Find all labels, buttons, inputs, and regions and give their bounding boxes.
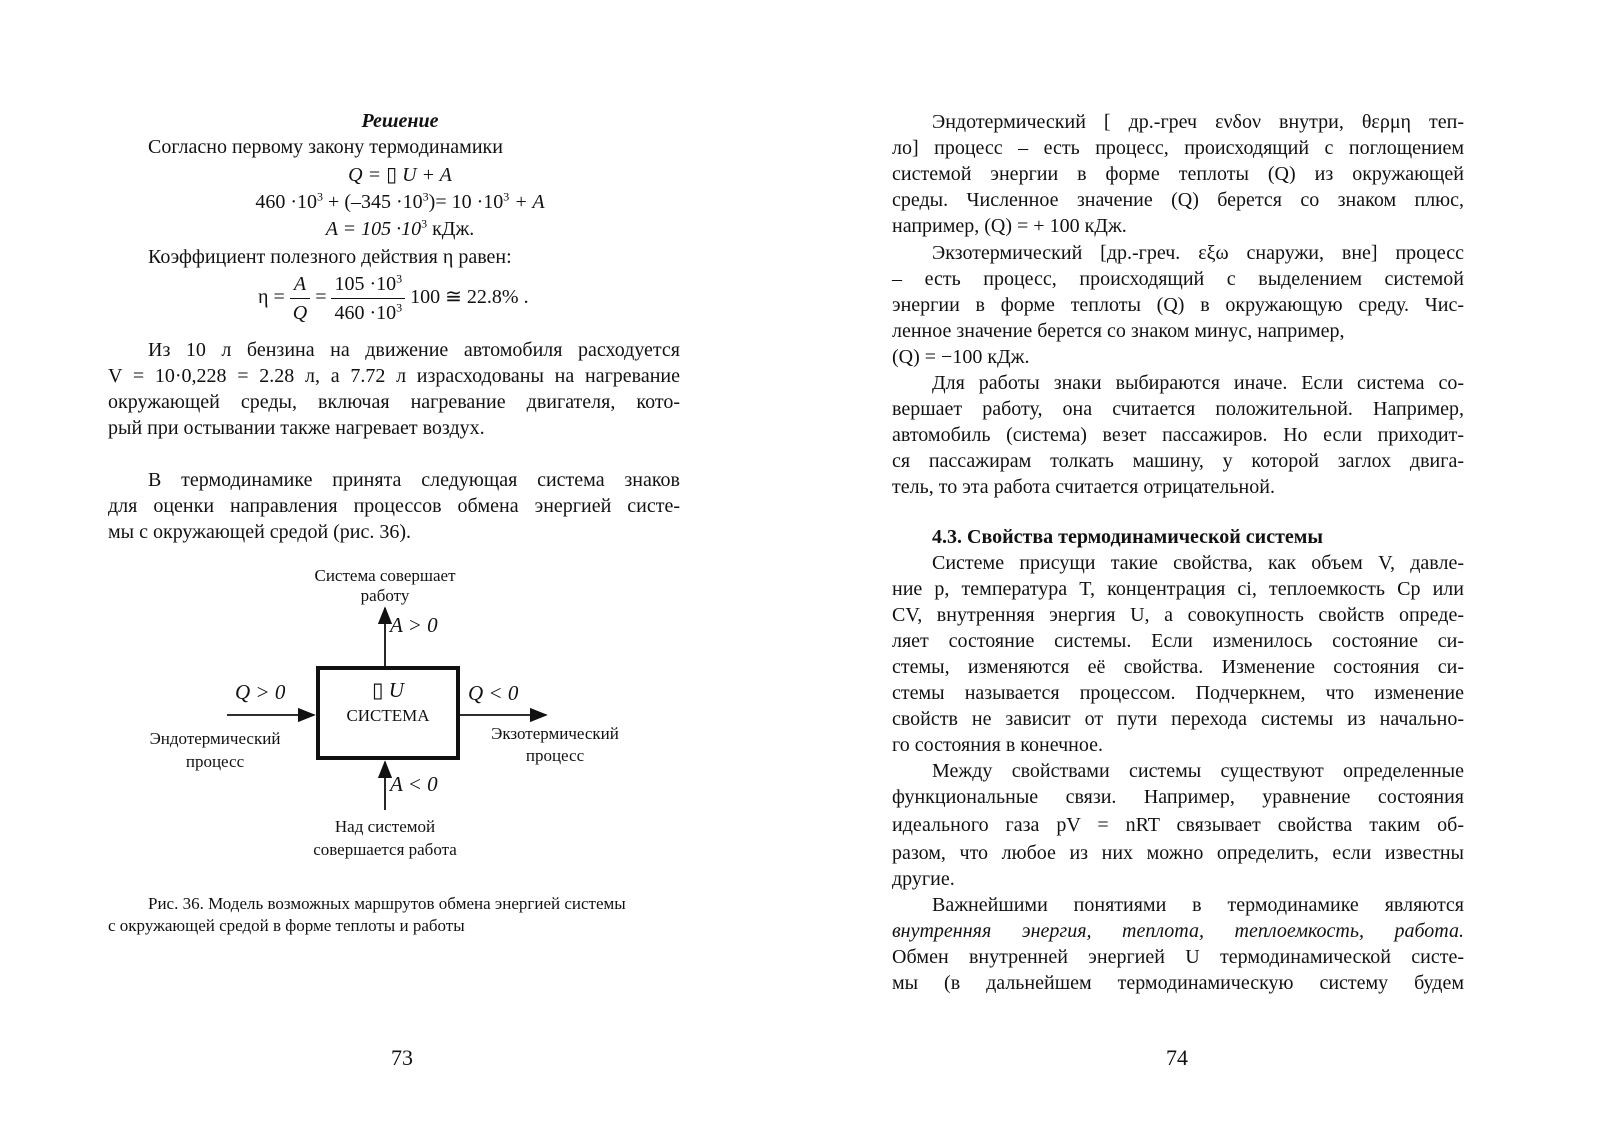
props-line: стемы называется процессом. Подчеркнем, что изменение bbox=[892, 682, 1464, 704]
exothermic-label: процесс bbox=[525, 746, 585, 765]
fraction-a-over-q: $\frac{A}{Q}$ bbox=[290, 272, 310, 325]
page-number: 74 bbox=[1166, 1045, 1188, 1070]
fraction-values: $\frac{105 \cdot 10^3}{460 \cdot 10^3}$ bbox=[331, 272, 405, 325]
box-system-label: СИСТЕМА bbox=[346, 706, 430, 725]
relations-line: другие. bbox=[892, 868, 955, 890]
props-line: стемы, изменяются её свойства. Изменение состояния си- bbox=[892, 656, 1464, 678]
work-line: вершает работу, она считается положительной. Например, bbox=[892, 398, 1464, 420]
heat-negative-label: Q < 0 bbox=[468, 681, 519, 705]
endothermic-label: процесс bbox=[185, 752, 245, 771]
relations-line: идеального газа pV = nRT связывает свойства таким об- bbox=[892, 814, 1464, 836]
exothermic-label: Экзотермический bbox=[491, 724, 619, 743]
efficiency-formula: η = $\frac{A}{Q}$ = $\frac{105 \cdot 10^3}{460 \cdot 10^3}$ 100 ≅ 22.8% . bbox=[258, 271, 529, 324]
work-line: автомобиль (система) везет пассажиров. Но если приходит- bbox=[892, 424, 1464, 446]
section-title: 4.3. Свойства термодинамической системы bbox=[932, 526, 1324, 548]
exo-line: энергии в форме теплоты (Q) в окружающую среду. Чис- bbox=[892, 294, 1464, 316]
gasoline-para-line: V = 10·0,228 = 2.28 л, а 7.72 л израсходованы на нагревание bbox=[108, 365, 680, 387]
work-line: Для работы знаки выбираются иначе. Если система со- bbox=[932, 372, 1464, 394]
solution-heading: Решение bbox=[361, 110, 439, 132]
work-line: тель, то эта работа считается отрицательной. bbox=[892, 476, 1275, 498]
efficiency-intro: Коэффициент полезного действия η равен: bbox=[148, 246, 512, 268]
first-law-equation: Q = ▯ U + A bbox=[348, 164, 452, 186]
right-page bbox=[800, 0, 1600, 1131]
endo-line: системой энергии в форме теплоты (Q) из окружающей bbox=[892, 163, 1464, 185]
gasoline-para-line: окружающей среды, включая нагревание двигателя, кото- bbox=[108, 391, 680, 413]
relations-line: Между свойствами системы существуют определенные bbox=[932, 760, 1464, 782]
props-line: го состояния в конечное. bbox=[892, 734, 1103, 756]
props-line: CV, внутренняя энергия U, а совокупность свойств опреде- bbox=[892, 604, 1464, 626]
sign-para-line: для оценки направления процессов обмена энергией систе- bbox=[108, 495, 680, 517]
work-negative-label: A < 0 bbox=[390, 772, 438, 796]
props-line: Системе присущи такие свойства, как объем V, давле- bbox=[932, 552, 1464, 574]
figure-caption: Рис. 36. Модель возможных маршрутов обмена энергией системы bbox=[148, 894, 626, 913]
concepts-line: Важнейшими понятиями в термодинамике являются bbox=[932, 894, 1464, 916]
page-number: 73 bbox=[391, 1045, 413, 1070]
props-line: ние p, температура T, концентрация ci, теплоемкость Cp или bbox=[892, 578, 1464, 600]
relations-line: разом, что любое из них можно определить, если известны bbox=[892, 842, 1464, 864]
intro-text: Согласно первому закону термодинамики bbox=[148, 136, 503, 158]
box-energy-label: ▯ U bbox=[372, 678, 404, 702]
energy-exchange-diagram bbox=[100, 565, 700, 885]
gasoline-para-line: Из 10 л бензина на движение автомобиля расходуется bbox=[148, 339, 680, 361]
exo-line: ленное значение берется со знаком минус, например, bbox=[892, 320, 1345, 342]
bottom-label: Над системой bbox=[334, 817, 436, 836]
concepts-line: Обмен внутренней энергией U термодинамической систе- bbox=[892, 946, 1464, 968]
concepts-line: внутренняя энергия, теплота, теплоемкость, работа. bbox=[892, 920, 1464, 942]
concepts-line: мы (в дальнейшем термодинамическую систему будем bbox=[892, 972, 1464, 994]
props-line: ляет состояние системы. Если изменилось состояние си- bbox=[892, 630, 1464, 652]
exo-line: Экзотермический [др.-греч. εξω снаружи, вне] процесс bbox=[932, 242, 1464, 264]
heat-positive-label: Q > 0 bbox=[235, 680, 286, 704]
figure-caption: с окружающей средой в форме теплоты и работы bbox=[108, 916, 465, 935]
sign-para-line: мы с окружающей средой (рис. 36). bbox=[108, 521, 412, 543]
gasoline-para-line: рый при остывании также нагревает воздух. bbox=[108, 417, 485, 439]
props-line: свойств не зависит от пути перехода системы из начально- bbox=[892, 708, 1464, 730]
work-result: $A = 105 \cdot 10^3$ кДж. bbox=[325, 216, 475, 240]
endo-line: среды. Численное значение (Q) берется со знаком плюс, bbox=[892, 189, 1464, 211]
work-line: ся пассажирам толкать машину, у которой заглох двига- bbox=[892, 450, 1464, 472]
exo-line: (Q) = −100 кДж. bbox=[892, 346, 1030, 368]
endo-line: ло] процесс – есть процесс, происходящий с поглощением bbox=[892, 137, 1464, 159]
work-positive-label: A > 0 bbox=[390, 613, 438, 637]
endo-line: Эндотермический [ др.-греч ενδον внутри, θερμη теп- bbox=[932, 111, 1464, 133]
endothermic-label: Эндотермический bbox=[149, 729, 281, 748]
energy-equation: $460 \cdot 10^3 + (-345 \cdot 10^3)= 10 \cdot 10^3 + A$ bbox=[255, 189, 545, 213]
bottom-label: совершается работа bbox=[313, 840, 457, 859]
relations-line: функциональные связи. Например, уравнение состояния bbox=[892, 786, 1464, 808]
endo-line: например, (Q) = + 100 кДж. bbox=[892, 215, 1127, 237]
exo-line: – есть процесс, происходящий с выделением системой bbox=[892, 268, 1464, 290]
sign-para-line: В термодинамике принята следующая система знаков bbox=[148, 469, 680, 491]
top-label: работу bbox=[360, 586, 410, 605]
top-label: Система совершает bbox=[314, 566, 456, 585]
